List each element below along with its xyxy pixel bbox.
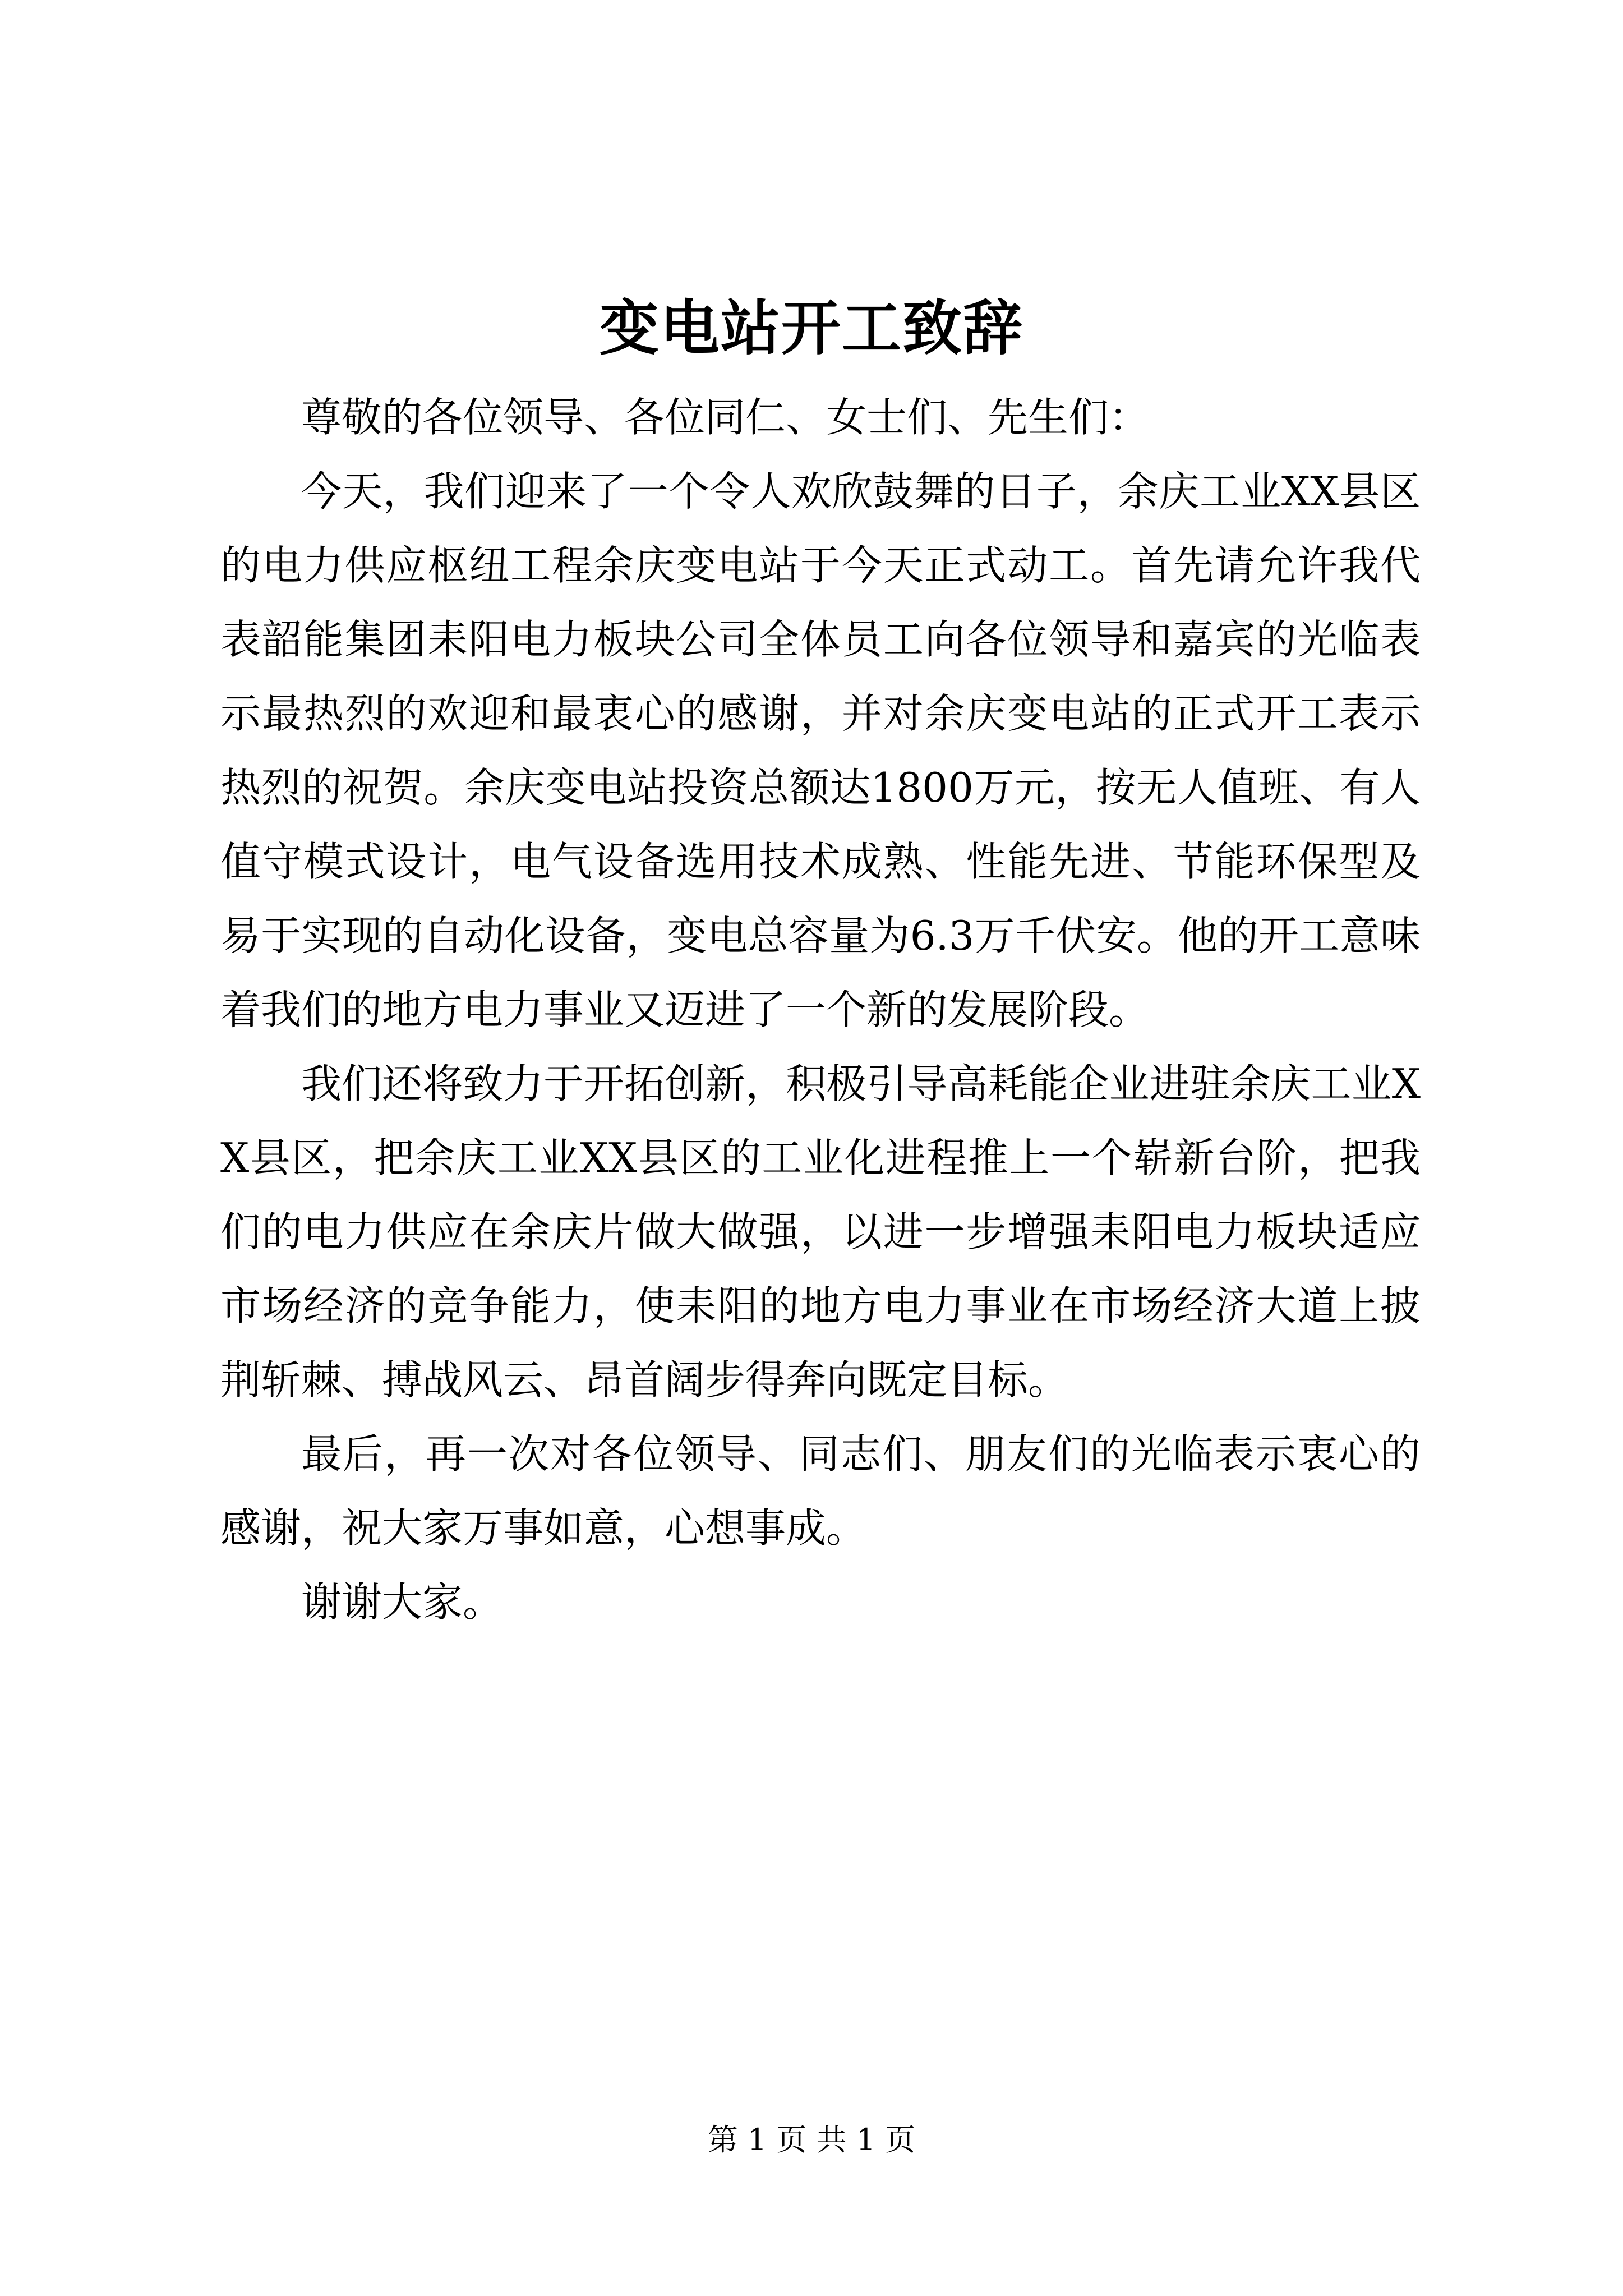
document-title: 变电站开工致辞 [600, 293, 1023, 363]
body-paragraph-thanks: 最后，再一次对各位领导、同志们、朋友们的光临表示衷心的感谢，祝大家万事如意，心想事成。 [220, 1430, 1421, 1552]
closing-paragraph: 谢谢大家。 [301, 1579, 504, 1626]
document-body [220, 380, 1421, 1639]
page-number-footer: 第 1 页 共 1 页 [707, 2122, 916, 2157]
body-paragraph-opening: 今天，我们迎来了一个令人欢欣鼓舞的日子，余庆工业XX县区的电力供应枢纽工程余庆变电站于今天正式动工。首先请允许我代表韶能集团耒阳电力板块公司全体员工向各位领导和嘉宾的光临表示最热烈的欢迎和最衷心的感谢，并对余庆变电站的正式开工表示热烈的祝贺。余庆变电站投资总额达1800万元，按无人值班、有人值守模式设计，电气设备选用技术成熟、性能先进、节能环保型及易于实现的自动化设备，变电总容量为6.3万千伏安。他的开工意味着我们的地方电力事业又迈进了一个新的发展阶段。 [220, 468, 1421, 1033]
body-paragraph-outlook: 我们还将致力于开拓创新，积极引导高耗能企业进驻余庆工业XX县区，把余庆工业XX县区的工业化进程推上一个崭新台阶，把我们的电力供应在余庆片做大做强，以进一步增强耒阳电力板块适应市场经济的竞争能力，使耒阳的地方电力事业在市场经济大道上披荆斩棘、搏战风云、昂首阔步得奔向既定目标。 [220, 1060, 1421, 1404]
greeting-paragraph: 尊敬的各位领导、各位同仁、女士们、先生们： [301, 394, 1150, 441]
